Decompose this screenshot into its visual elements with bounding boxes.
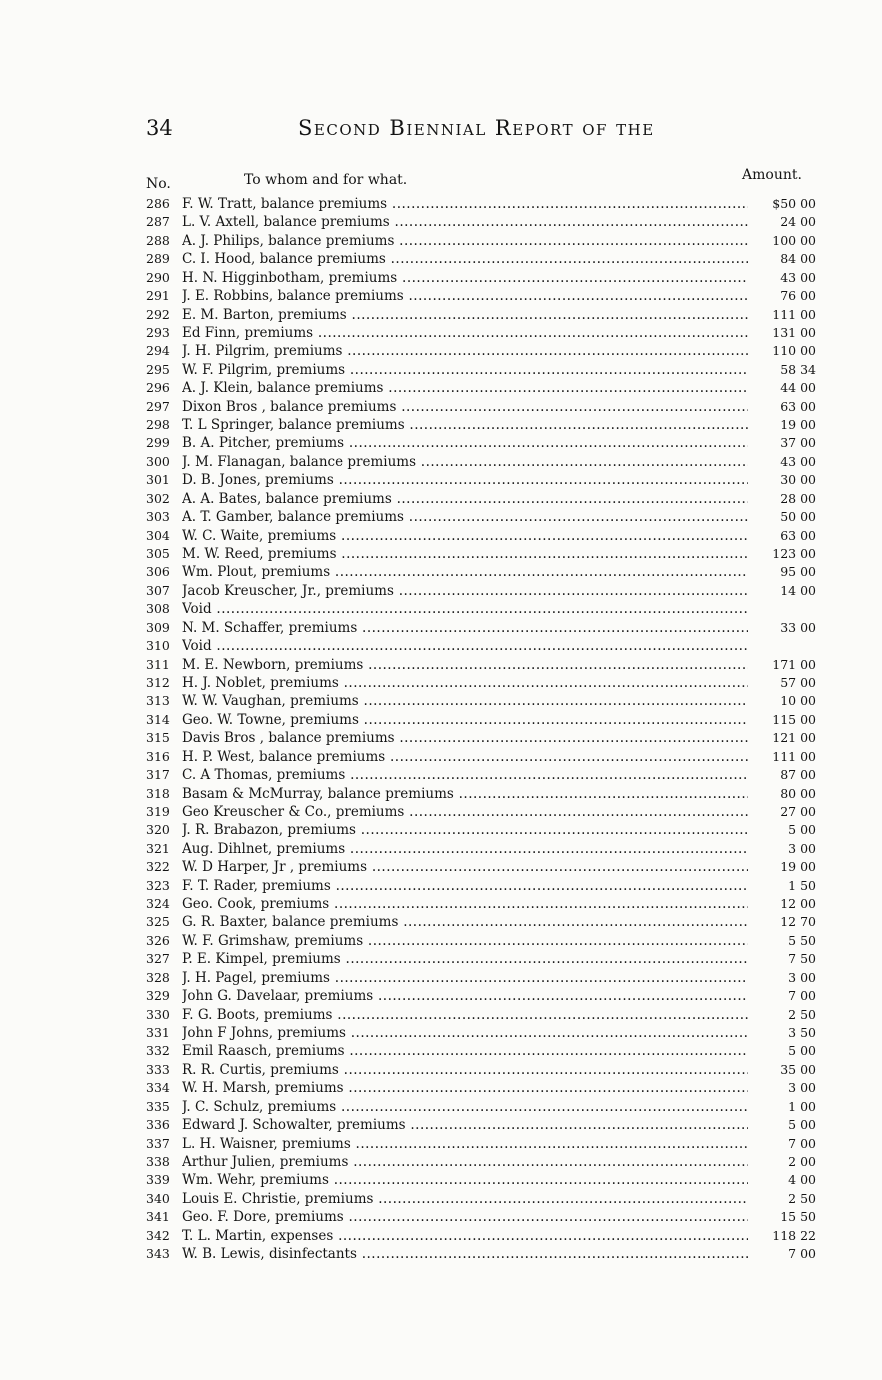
row-number: 336 xyxy=(146,1117,170,1133)
table-row xyxy=(0,213,882,231)
table-row xyxy=(0,1135,882,1153)
row-amount: 10 00 xyxy=(780,693,816,709)
row-description: E. M. Barton, premiums ..... xyxy=(182,306,748,324)
row-amount: 58 34 xyxy=(780,361,816,377)
table-row xyxy=(0,895,882,913)
row-description: H. N. Higginbotham, premiums ..... xyxy=(182,269,748,287)
table-row xyxy=(0,913,882,931)
table-row xyxy=(0,729,882,747)
table-row xyxy=(0,785,882,803)
row-amount: 76 00 xyxy=(780,288,816,304)
row-description: Edward J. Schowalter, premiums ..... xyxy=(182,1116,748,1134)
row-number: 307 xyxy=(146,582,170,598)
row-description: J. R. Brabazon, premiums ..... xyxy=(182,821,748,839)
row-description: C. I. Hood, balance premiums ..... xyxy=(182,250,748,268)
row-amount: 12 70 xyxy=(780,914,816,930)
row-number: 311 xyxy=(146,656,170,672)
row-amount: 118 22 xyxy=(772,1227,816,1243)
row-amount: 3 00 xyxy=(788,1080,816,1096)
table-row xyxy=(0,674,882,692)
row-description: Void ..... xyxy=(182,600,748,618)
row-description: Emil Raasch, premiums ..... xyxy=(182,1042,748,1060)
row-amount: 44 00 xyxy=(780,380,816,396)
row-number: 315 xyxy=(146,730,170,746)
row-number: 325 xyxy=(146,914,170,930)
row-description: N. M. Schaffer, premiums ..... xyxy=(182,619,748,637)
column-header-who: To whom and for what. xyxy=(244,172,408,188)
table-row xyxy=(0,932,882,950)
table-row xyxy=(0,1208,882,1226)
row-amount: $50 00 xyxy=(772,196,816,211)
row-description: F. G. Boots, premiums ..... xyxy=(182,1006,748,1024)
table-row xyxy=(0,637,882,655)
row-amount: 84 00 xyxy=(780,251,816,267)
row-description: F. T. Rader, premiums ..... xyxy=(182,877,748,895)
row-number: 300 xyxy=(146,453,170,469)
row-amount: 2 50 xyxy=(788,1006,816,1022)
table-row xyxy=(0,766,882,784)
table-row xyxy=(0,563,882,581)
table-row xyxy=(0,324,882,342)
row-number: 298 xyxy=(146,417,170,433)
table-row xyxy=(0,1006,882,1024)
row-number: 293 xyxy=(146,324,170,340)
row-amount: 100 00 xyxy=(772,232,816,248)
row-number: 342 xyxy=(146,1227,170,1243)
row-number: 339 xyxy=(146,1172,170,1188)
row-amount: 63 00 xyxy=(780,398,816,414)
row-amount: 131 00 xyxy=(772,324,816,340)
column-header-amount: Amount. xyxy=(742,167,802,183)
row-amount: 7 00 xyxy=(788,1135,816,1151)
table-row xyxy=(0,619,882,637)
row-amount: 87 00 xyxy=(780,767,816,783)
row-description: T. L. Martin, expenses ..... xyxy=(182,1227,748,1245)
row-description: C. A Thomas, premiums ..... xyxy=(182,766,748,784)
row-description: J. E. Robbins, balance premiums ..... xyxy=(182,287,748,305)
row-number: 316 xyxy=(146,748,170,764)
table-row xyxy=(0,877,882,895)
row-description: M. E. Newborn, premiums ..... xyxy=(182,656,748,674)
row-description: W. C. Waite, premiums ..... xyxy=(182,527,748,545)
row-number: 335 xyxy=(146,1098,170,1114)
row-description: J. H. Pagel, premiums ..... xyxy=(182,969,748,987)
table-row xyxy=(0,1116,882,1134)
row-number: 301 xyxy=(146,472,170,488)
row-number: 327 xyxy=(146,951,170,967)
row-amount: 63 00 xyxy=(780,527,816,543)
row-description: Basam & McMurray, balance premiums ..... xyxy=(182,785,748,803)
table-row xyxy=(0,748,882,766)
row-number: 323 xyxy=(146,877,170,893)
row-description: John F Johns, premiums ..... xyxy=(182,1024,748,1042)
row-amount: 4 00 xyxy=(788,1172,816,1188)
row-description: Wm. Plout, premiums ..... xyxy=(182,563,748,581)
row-number: 319 xyxy=(146,803,170,819)
row-number: 309 xyxy=(146,619,170,635)
row-description: J. C. Schulz, premiums ..... xyxy=(182,1098,748,1116)
row-amount: 5 00 xyxy=(788,1043,816,1059)
row-number: 330 xyxy=(146,1006,170,1022)
row-amount: 1 00 xyxy=(788,1098,816,1114)
table-row xyxy=(0,342,882,360)
row-description: H. P. West, balance premiums ..... xyxy=(182,748,748,766)
table-row xyxy=(0,1227,882,1245)
row-description: R. R. Curtis, premiums ..... xyxy=(182,1061,748,1079)
row-amount: 43 00 xyxy=(780,453,816,469)
row-description: Aug. Dihlnet, premiums ..... xyxy=(182,840,748,858)
row-description: L. H. Waisner, premiums ..... xyxy=(182,1135,748,1153)
row-number: 310 xyxy=(146,638,170,654)
row-number: 289 xyxy=(146,251,170,267)
row-amount: 19 00 xyxy=(780,417,816,433)
row-amount: 5 00 xyxy=(788,1117,816,1133)
row-description: Arthur Julien, premiums ..... xyxy=(182,1153,748,1171)
table-row xyxy=(0,361,882,379)
row-amount: 5 50 xyxy=(788,932,816,948)
row-description: F. W. Tratt, balance premiums ..... xyxy=(182,195,748,213)
row-description: H. J. Noblet, premiums ..... xyxy=(182,674,748,692)
row-amount: 50 00 xyxy=(780,509,816,525)
row-number: 324 xyxy=(146,896,170,912)
row-amount: 171 00 xyxy=(772,656,816,672)
row-number: 333 xyxy=(146,1061,170,1077)
row-number: 303 xyxy=(146,509,170,525)
row-amount: 3 00 xyxy=(788,969,816,985)
row-description: W. F. Grimshaw, premiums ..... xyxy=(182,932,748,950)
table-row xyxy=(0,692,882,710)
row-description: Void ..... xyxy=(182,637,748,655)
table-row xyxy=(0,527,882,545)
row-description: G. R. Baxter, balance premiums ..... xyxy=(182,913,748,931)
row-description: Ed Finn, premiums ..... xyxy=(182,324,748,342)
column-header-no: No. xyxy=(146,176,171,192)
row-amount: 7 00 xyxy=(788,988,816,1004)
table-row xyxy=(0,1190,882,1208)
table-row xyxy=(0,434,882,452)
table-row xyxy=(0,711,882,729)
row-amount: 14 00 xyxy=(780,582,816,598)
row-amount: 24 00 xyxy=(780,214,816,230)
row-description: D. B. Jones, premiums ..... xyxy=(182,471,748,489)
row-description: W. W. Vaughan, premiums ..... xyxy=(182,692,748,710)
row-amount: 30 00 xyxy=(780,472,816,488)
table-row xyxy=(0,1171,882,1189)
row-number: 321 xyxy=(146,840,170,856)
row-number: 322 xyxy=(146,859,170,875)
row-number: 288 xyxy=(146,232,170,248)
table-row xyxy=(0,1153,882,1171)
row-amount: 115 00 xyxy=(772,711,816,727)
row-number: 338 xyxy=(146,1153,170,1169)
row-number: 304 xyxy=(146,527,170,543)
row-description: Davis Bros , balance premiums ..... xyxy=(182,729,748,747)
table-row xyxy=(0,1042,882,1060)
row-amount: 33 00 xyxy=(780,619,816,635)
table-row xyxy=(0,840,882,858)
row-amount: 80 00 xyxy=(780,785,816,801)
row-description: W. F. Pilgrim, premiums ..... xyxy=(182,361,748,379)
row-description: A. T. Gamber, balance premiums ..... xyxy=(182,508,748,526)
row-description: Jacob Kreuscher, Jr., premiums ..... xyxy=(182,582,748,600)
table-row xyxy=(0,508,882,526)
row-amount: 15 50 xyxy=(780,1209,816,1225)
table-row xyxy=(0,453,882,471)
row-amount: 3 00 xyxy=(788,840,816,856)
row-number: 332 xyxy=(146,1043,170,1059)
row-description: Geo. W. Towne, premiums ..... xyxy=(182,711,748,729)
row-number: 287 xyxy=(146,214,170,230)
running-title: Second Biennial Report of the xyxy=(298,116,655,140)
row-amount: 27 00 xyxy=(780,803,816,819)
row-description: W. D Harper, Jr , premiums ..... xyxy=(182,858,748,876)
row-number: 329 xyxy=(146,988,170,1004)
row-description: John G. Davelaar, premiums ..... xyxy=(182,987,748,1005)
row-amount: 7 50 xyxy=(788,951,816,967)
row-description: W. H. Marsh, premiums ..... xyxy=(182,1079,748,1097)
row-amount: 12 00 xyxy=(780,896,816,912)
row-description: J. H. Pilgrim, premiums ..... xyxy=(182,342,748,360)
row-amount: 19 00 xyxy=(780,859,816,875)
table-row xyxy=(0,232,882,250)
table-row xyxy=(0,250,882,268)
table-row xyxy=(0,195,882,213)
row-number: 337 xyxy=(146,1135,170,1151)
table-row xyxy=(0,471,882,489)
row-amount: 2 50 xyxy=(788,1190,816,1206)
table-row xyxy=(0,416,882,434)
row-number: 341 xyxy=(146,1209,170,1225)
row-description: Geo. Cook, premiums ..... xyxy=(182,895,748,913)
row-amount: 121 00 xyxy=(772,730,816,746)
row-description: L. V. Axtell, balance premiums ..... xyxy=(182,213,748,231)
table-row xyxy=(0,656,882,674)
table-row xyxy=(0,490,882,508)
table-row xyxy=(0,545,882,563)
table-row xyxy=(0,987,882,1005)
table-row xyxy=(0,1024,882,1042)
row-amount: 28 00 xyxy=(780,490,816,506)
row-number: 314 xyxy=(146,711,170,727)
row-number: 299 xyxy=(146,435,170,451)
row-amount: 5 00 xyxy=(788,822,816,838)
table-row xyxy=(0,306,882,324)
row-description: W. B. Lewis, disinfectants ..... xyxy=(182,1245,748,1263)
table-row xyxy=(0,582,882,600)
row-amount: 110 00 xyxy=(772,343,816,359)
row-amount: 123 00 xyxy=(772,546,816,562)
row-number: 313 xyxy=(146,693,170,709)
row-amount: 95 00 xyxy=(780,564,816,580)
row-amount: 3 50 xyxy=(788,1024,816,1040)
row-description: Geo. F. Dore, premiums ..... xyxy=(182,1208,748,1226)
row-amount: 7 00 xyxy=(788,1246,816,1262)
table-row xyxy=(0,398,882,416)
row-number: 296 xyxy=(146,380,170,396)
table-row xyxy=(0,1061,882,1079)
row-description: A. J. Philips, balance premiums ..... xyxy=(182,232,748,250)
row-amount: 111 00 xyxy=(772,306,816,322)
row-description: A. J. Klein, balance premiums ..... xyxy=(182,379,748,397)
row-description: P. E. Kimpel, premiums ..... xyxy=(182,950,748,968)
row-number: 305 xyxy=(146,546,170,562)
row-number: 291 xyxy=(146,288,170,304)
row-number: 334 xyxy=(146,1080,170,1096)
row-number: 317 xyxy=(146,767,170,783)
row-description: B. A. Pitcher, premiums ..... xyxy=(182,434,748,452)
table-row xyxy=(0,1245,882,1263)
page-number: 34 xyxy=(146,116,173,140)
row-number: 286 xyxy=(146,196,170,211)
row-description: A. A. Bates, balance premiums ..... xyxy=(182,490,748,508)
row-amount: 111 00 xyxy=(772,748,816,764)
row-description: Wm. Wehr, premiums ..... xyxy=(182,1171,748,1189)
table-row xyxy=(0,821,882,839)
table-row xyxy=(0,858,882,876)
row-description: T. L Springer, balance premiums ..... xyxy=(182,416,748,434)
row-description: Louis E. Christie, premiums ..... xyxy=(182,1190,748,1208)
row-number: 318 xyxy=(146,785,170,801)
row-number: 326 xyxy=(146,932,170,948)
row-number: 294 xyxy=(146,343,170,359)
row-number: 295 xyxy=(146,361,170,377)
row-amount: 43 00 xyxy=(780,269,816,285)
row-number: 340 xyxy=(146,1190,170,1206)
row-amount: 57 00 xyxy=(780,674,816,690)
table-row xyxy=(0,379,882,397)
row-amount: 2 00 xyxy=(788,1153,816,1169)
row-amount: 1 50 xyxy=(788,877,816,893)
row-number: 312 xyxy=(146,674,170,690)
row-description: M. W. Reed, premiums ..... xyxy=(182,545,748,563)
row-number: 320 xyxy=(146,822,170,838)
row-number: 308 xyxy=(146,601,170,617)
row-description: J. M. Flanagan, balance premiums ..... xyxy=(182,453,748,471)
table-row xyxy=(0,1079,882,1097)
row-number: 328 xyxy=(146,969,170,985)
expenditure-list xyxy=(0,195,882,1263)
table-row xyxy=(0,950,882,968)
table-row xyxy=(0,1098,882,1116)
row-number: 343 xyxy=(146,1246,170,1262)
row-number: 290 xyxy=(146,269,170,285)
row-number: 331 xyxy=(146,1024,170,1040)
row-amount: 35 00 xyxy=(780,1061,816,1077)
table-row xyxy=(0,600,882,618)
table-row xyxy=(0,969,882,987)
table-row xyxy=(0,803,882,821)
row-amount: 37 00 xyxy=(780,435,816,451)
row-description: Geo Kreuscher & Co., premiums ..... xyxy=(182,803,748,821)
row-number: 297 xyxy=(146,398,170,414)
row-number: 302 xyxy=(146,490,170,506)
row-description: Dixon Bros , balance premiums ..... xyxy=(182,398,748,416)
row-number: 306 xyxy=(146,564,170,580)
table-row xyxy=(0,287,882,305)
table-row xyxy=(0,269,882,287)
row-number: 292 xyxy=(146,306,170,322)
